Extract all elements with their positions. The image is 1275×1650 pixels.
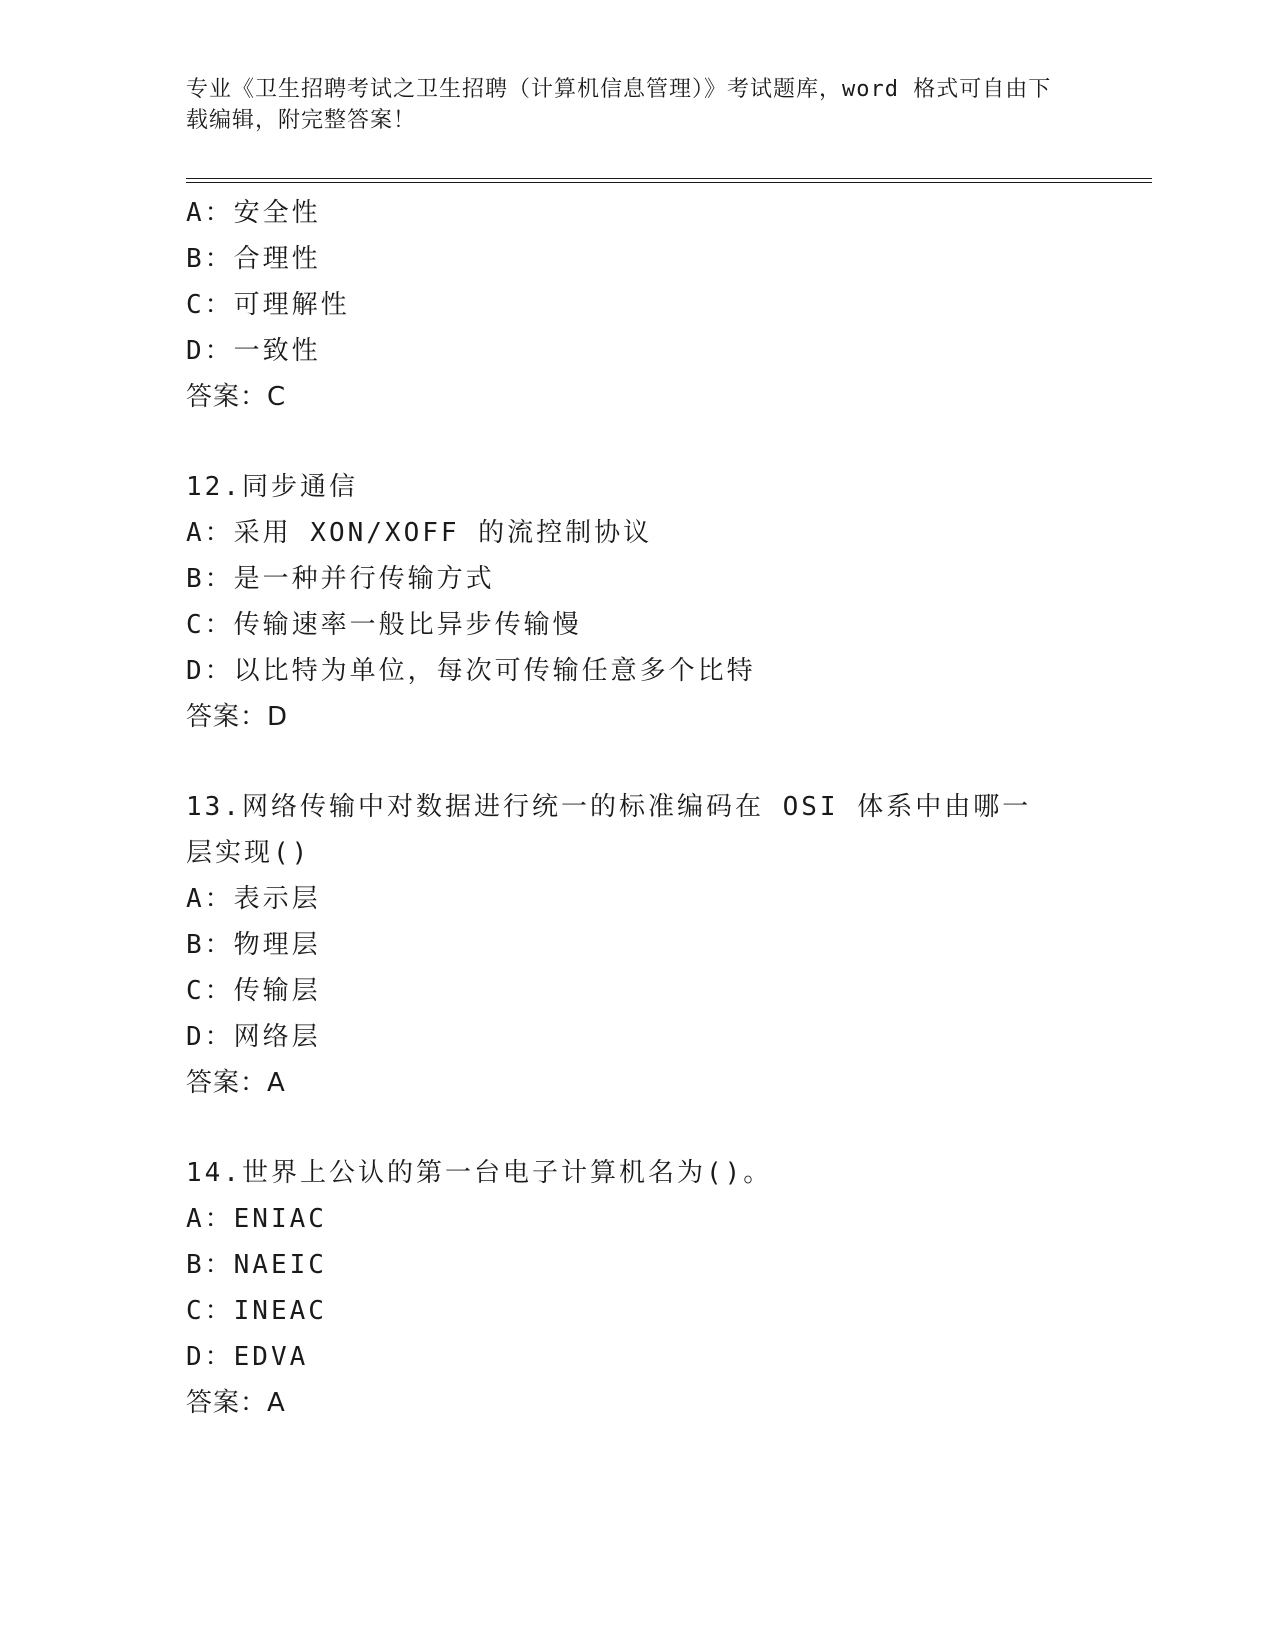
- question-text: 14.世界上公认的第一台电子计算机名为()。: [186, 1158, 773, 1188]
- option-c: C：可理解性: [186, 290, 350, 320]
- option-a: A：表示层: [186, 884, 321, 914]
- option-b: B：合理性: [186, 244, 321, 274]
- answer-line: 答案：D: [186, 702, 289, 732]
- header-divider-bottom: [186, 182, 1152, 183]
- option-d: D：以比特为单位，每次可传输任意多个比特: [186, 656, 756, 686]
- answer-line: 答案：C: [186, 382, 287, 412]
- option-c: C：传输速率一般比异步传输慢: [186, 610, 582, 640]
- option-b: B：物理层: [186, 930, 321, 960]
- document-header: 专业《卫生招聘考试之卫生招聘（计算机信息管理）》考试题库，word 格式可自由下载编辑，附完整答案！: [186, 77, 1052, 133]
- answer-line: 答案：A: [186, 1388, 286, 1418]
- option-c: C：INEAC: [186, 1296, 327, 1326]
- question-block-13: [186, 784, 1086, 1106]
- option-d: D：一致性: [186, 336, 321, 366]
- option-a: A：ENIAC: [186, 1204, 327, 1234]
- question-block-14: [186, 1150, 1086, 1426]
- option-c: C：传输层: [186, 976, 321, 1006]
- question-block-partial: [186, 190, 1086, 420]
- option-a: A：采用 XON/XOFF 的流控制协议: [186, 518, 653, 548]
- answer-line: 答案：A: [186, 1068, 286, 1098]
- option-d: D：网络层: [186, 1022, 321, 1052]
- question-list: [186, 190, 1086, 1426]
- question-text: 13.网络传输中对数据进行统一的标准编码在 OSI 体系中由哪一层实现(): [186, 792, 1032, 868]
- question-text: 12.同步通信: [186, 472, 358, 502]
- option-a: A：安全性: [186, 198, 321, 228]
- option-d: D：EDVA: [186, 1342, 309, 1372]
- option-b: B：NAEIC: [186, 1250, 327, 1280]
- question-block-12: [186, 464, 1086, 740]
- header-divider-top: [186, 178, 1152, 179]
- option-b: B：是一种并行传输方式: [186, 564, 495, 594]
